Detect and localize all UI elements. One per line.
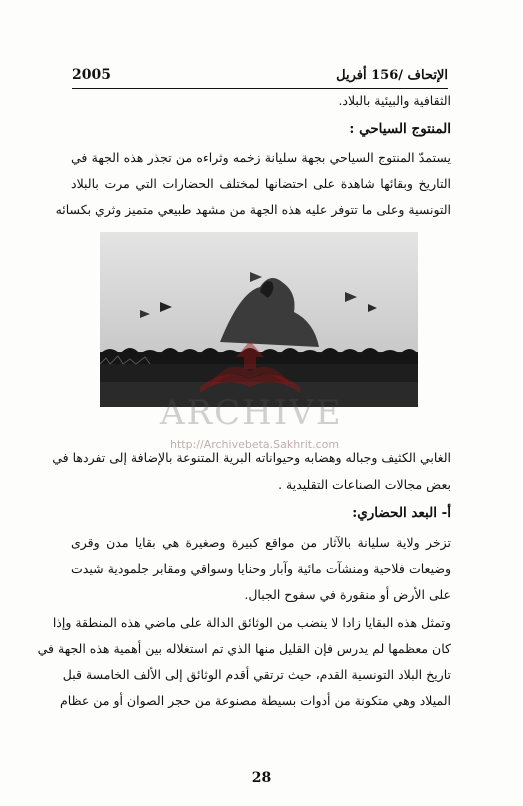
publication-year: 2005 (72, 67, 111, 83)
running-header (72, 68, 448, 89)
text-line: الميلاد وهي متكونة من أدوات بسيطة مصنوعة من حجر الصوان أو من عظام (60, 693, 451, 708)
book-logo-icon (190, 337, 310, 397)
text-line: بعض مجالات الصناعات التقليدية . (278, 477, 451, 492)
text-line: التونسية وعلى ما تتوفر عليه هذه الجهة من مشهد طبيعي متميز وثري بكسائه (55, 202, 451, 217)
text-line: تزخر ولاية سليانة بالآثار من مواقع كبيرة وصغيرة هي بقايا مدن وقرى (71, 535, 451, 550)
watermark-url: http://Archivebeta.Sakhrit.com (170, 438, 340, 451)
text-line: الغابي الكثيف وجباله وهضابه وحيواناته البرية المتنوعة بالإضافة إلى تفردها في (52, 450, 451, 465)
text-line: على الأرض أو منقورة في سفوح الجبال. (244, 587, 451, 602)
text-line: الثقافية والبيئية بالبلاد. (338, 93, 451, 108)
section-heading: أ- البعد الحضاري: (352, 505, 451, 521)
section-heading: المنتوج السياحي : (349, 121, 451, 137)
text-line: وتمثل هذه البقايا زادا لا ينضب من الوثائق الدالة على ماضي هذه المنطقة وإذا (52, 615, 451, 630)
text-line: التاريخ وبقائها شاهدة على احتضانها لمختلف الحضارات التي مرت بالبلاد (71, 176, 451, 191)
text-line: تاريخ البلاد التونسية القدم، حيث ترتقي أقدم الوثائق إلى الألف الخامسة قبل (62, 667, 451, 682)
page-number: 28 (251, 770, 272, 786)
text-line: يستمدّ المنتوج السياحي بجهة سليانة زخمه وثراءه من تجذر هذه الجهة في (71, 150, 451, 165)
text-line: وضيعات فلاحية ومنشآت مائية وآبار وحنايا وسواقي ومقابر جلمودية شيدت (71, 561, 451, 576)
watermark-text: ARCHIVE (160, 393, 343, 433)
text-line: كان معظمها لم يدرس فإن القليل منها الذي تم استغلاله بين أهمية هذه الجهة في (37, 641, 451, 656)
publication-title: الإتحاف /156 أفريل (336, 68, 448, 83)
